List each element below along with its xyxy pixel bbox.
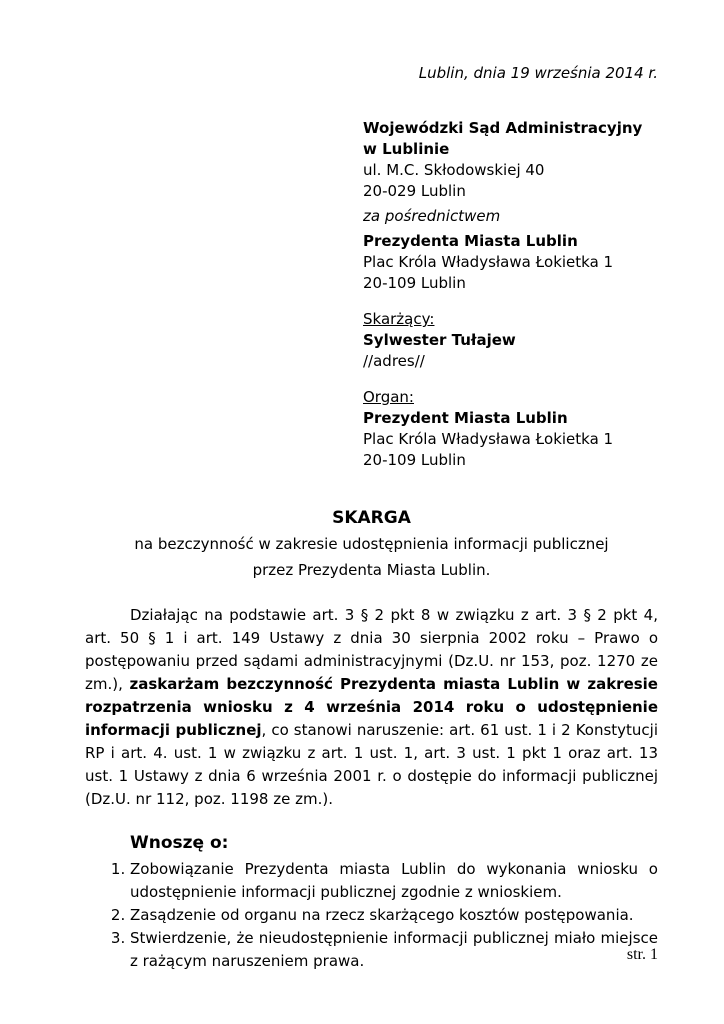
address-block (363, 118, 658, 471)
complainant-label: Skarżący: (363, 310, 435, 328)
via-postal: 20-109 Lublin (363, 274, 466, 292)
recipient-court-postal: 20-029 Lublin (363, 182, 466, 200)
motions-list (85, 858, 658, 973)
body-paragraph (85, 604, 658, 811)
document-title: SKARGA (332, 508, 411, 528)
page-number: str. 1 (626, 946, 658, 963)
recipient-court-name: Wojewódzki Sąd Administracyjny (363, 119, 643, 137)
body-bold-claim: zaskarżam bezczynność Prezydenta miasta Lublin w zakresie rozpatrzenia wniosku z 4 września 2014 roku o udostępnienie informacji publicznej (85, 675, 658, 739)
complainant-name: Sylwester Tułajew (363, 331, 516, 349)
via-street: Plac Króla Władysława Łokietka 1 (363, 253, 614, 271)
organ-label: Organ: (363, 388, 414, 406)
organ-postal: 20-109 Lublin (363, 451, 466, 469)
body-intro-text: Działając na podstawie art. 3 § 2 pkt 8 w związku z art. 3 § 2 pkt 4, art. 50 § 1 i art. 149 Ustawy z dnia 30 sierpnia 2002 roku – Prawo o postępowaniu przed sądami administracyjnymi (Dz.U. nr 153, poz. 1270 ze zm.), (85, 606, 658, 693)
via-name: Prezydenta Miasta Lublin (363, 232, 578, 250)
motions-heading: Wnoszę o: (130, 833, 229, 853)
document-subtitle-line1: na bezczynność w zakresie udostępnienia informacji publicznej (134, 535, 609, 553)
motion-item-1: 1. Zobowiązanie Prezydenta miasta Lublin do wykonania wniosku o udostępnienie informacji publicznej zgodnie z wnioskiem. (130, 858, 658, 904)
complainant-address: //adres// (363, 352, 425, 370)
recipient-court-street: ul. M.C. Skłodowskiej 40 (363, 161, 545, 179)
via-label: za pośrednictwem (363, 207, 501, 225)
motion-item-2: 2. Zasądzenie od organu na rzecz skarżącego kosztów postępowania. (130, 904, 658, 927)
document-subtitle-line2: przez Prezydenta Miasta Lublin. (252, 561, 491, 579)
organ-street: Plac Króla Władysława Łokietka 1 (363, 430, 614, 448)
date-line: Lublin, dnia 19 września 2014 r. (418, 64, 658, 82)
organ-name: Prezydent Miasta Lublin (363, 409, 568, 427)
body-closing-text: , co stanowi naruszenie: art. 61 ust. 1 i 2 Konstytucji RP i art. 4. ust. 1 w związku z art. 1 ust. 1, art. 3 ust. 1 pkt 1 oraz art. 13 ust. 1 Ustawy z dnia 6 września 2001 r. o dostępie do informacji publicznej (Dz.U. nr 112, poz. 1198 ze zm.). (85, 721, 659, 808)
recipient-court-city: w Lublinie (363, 140, 450, 158)
motion-item-3: 3. Stwierdzenie, że nieudostępnienie informacji publicznej miało miejsce z rażącym naruszeniem prawa. (130, 927, 658, 973)
